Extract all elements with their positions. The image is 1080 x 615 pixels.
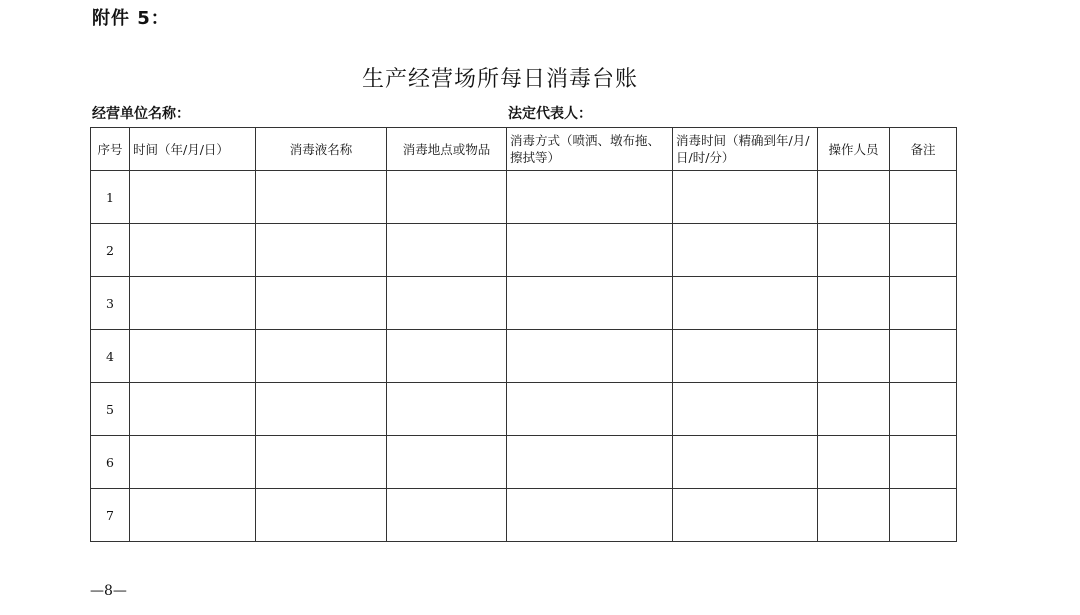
legal-representative-label: 法定代表人： [508,106,592,122]
cell-location-or-item[interactable] [387,224,507,277]
cell-disinfection-method[interactable] [507,436,673,489]
header-disinfection-time: 消毒时间（精确到年/月/日/时/分） [673,128,818,171]
table-row [91,224,957,277]
row-number: 3 [91,277,130,330]
cell-date[interactable] [130,171,256,224]
cell-remarks[interactable] [890,489,957,542]
cell-location-or-item[interactable] [387,383,507,436]
document-title: 生产经营场所每日消毒台账 [361,67,638,92]
row-number: 1 [91,171,130,224]
cell-date[interactable] [130,330,256,383]
row-number: 5 [91,383,130,436]
cell-disinfection-method[interactable] [507,171,673,224]
cell-date[interactable] [130,436,256,489]
cell-remarks[interactable] [890,224,957,277]
cell-operator[interactable] [818,489,890,542]
cell-operator[interactable] [818,383,890,436]
cell-disinfection-method[interactable] [507,277,673,330]
cell-remarks[interactable] [890,330,957,383]
cell-disinfection-method[interactable] [507,489,673,542]
unit-name-label: 经营单位名称： [92,106,190,122]
cell-operator[interactable] [818,224,890,277]
cell-location-or-item[interactable] [387,330,507,383]
cell-disinfection-method[interactable] [507,383,673,436]
disinfection-ledger-table [90,127,957,542]
table-row [91,171,957,224]
cell-disinfection-method[interactable] [507,224,673,277]
table-header-row [91,128,957,171]
cell-location-or-item[interactable] [387,436,507,489]
row-number: 2 [91,224,130,277]
cell-remarks[interactable] [890,277,957,330]
cell-remarks[interactable] [890,171,957,224]
cell-date[interactable] [130,224,256,277]
cell-operator[interactable] [818,436,890,489]
table-row [91,330,957,383]
table-row [91,383,957,436]
header-remarks: 备注 [890,128,957,171]
cell-disinfectant-name[interactable] [256,277,387,330]
header-date: 时间（年/月/日） [130,128,256,171]
cell-disinfection-time[interactable] [673,489,818,542]
header-location-or-item: 消毒地点或物品 [387,128,507,171]
page-number: —8— [90,583,127,599]
row-number: 7 [91,489,130,542]
header-operator: 操作人员 [818,128,890,171]
cell-disinfectant-name[interactable] [256,436,387,489]
cell-disinfectant-name[interactable] [256,171,387,224]
cell-disinfection-time[interactable] [673,277,818,330]
cell-disinfection-time[interactable] [673,224,818,277]
cell-disinfectant-name[interactable] [256,489,387,542]
row-number: 6 [91,436,130,489]
cell-disinfection-time[interactable] [673,330,818,383]
cell-disinfection-time[interactable] [673,171,818,224]
cell-operator[interactable] [818,277,890,330]
cell-location-or-item[interactable] [387,489,507,542]
cell-disinfectant-name[interactable] [256,383,387,436]
cell-location-or-item[interactable] [387,171,507,224]
row-number: 4 [91,330,130,383]
cell-date[interactable] [130,277,256,330]
cell-operator[interactable] [818,171,890,224]
cell-remarks[interactable] [890,436,957,489]
header-disinfection-method: 消毒方式（喷洒、墩布拖、擦拭等） [507,128,673,171]
cell-disinfection-method[interactable] [507,330,673,383]
table-row [91,277,957,330]
cell-operator[interactable] [818,330,890,383]
cell-location-or-item[interactable] [387,277,507,330]
cell-disinfectant-name[interactable] [256,224,387,277]
table-row [91,436,957,489]
header-serial-number: 序号 [91,128,130,171]
cell-date[interactable] [130,383,256,436]
header-disinfectant-name: 消毒液名称 [256,128,387,171]
cell-remarks[interactable] [890,383,957,436]
cell-disinfectant-name[interactable] [256,330,387,383]
cell-date[interactable] [130,489,256,542]
table-row [91,489,957,542]
attachment-label: 附件 5： [92,8,170,29]
cell-disinfection-time[interactable] [673,436,818,489]
cell-disinfection-time[interactable] [673,383,818,436]
